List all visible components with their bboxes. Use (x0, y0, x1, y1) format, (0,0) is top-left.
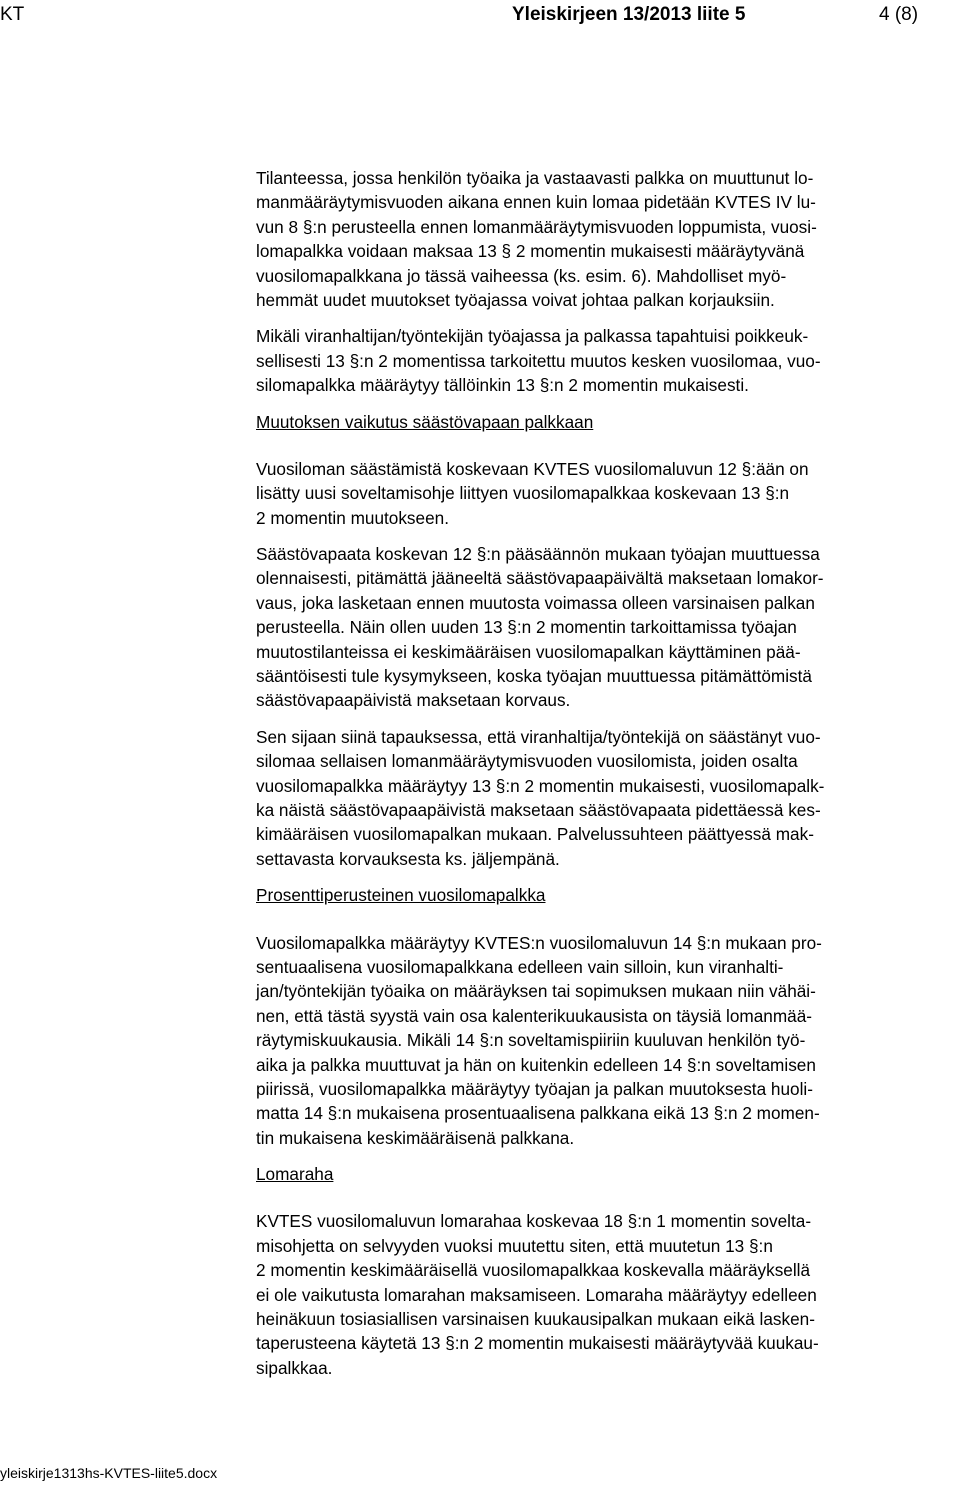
paragraph-line: Sen sijaan siinä tapauksessa, että viranhaltija/työntekijä on säästänyt vuo- (256, 726, 821, 747)
paragraph-line: lomapalkka voidaan maksaa 13 § 2 momentin mukaisesti määräytyvänä (256, 241, 805, 262)
paragraph-line: settavasta korvauksesta ks. jäljempänä. (256, 848, 560, 869)
paragraph-line: 2 momentin keskimääräisellä vuosilomapalkkaa koskevalla määräyksellä (256, 1260, 811, 1281)
paragraph-line: räytymiskuukausia. Mikäli 14 §:n soveltamispiiriin kuuluvan henkilön työ- (256, 1030, 806, 1051)
paragraph-line: lisätty uusi soveltamisohje liittyen vuosilomapalkkaa koskevaan 13 §:n (256, 483, 790, 504)
header-title: Yleiskirjeen 13/2013 liite 5 (512, 4, 746, 25)
paragraph-line: Säästövapaata koskevan 12 §:n pääsäännön mukaan työajan muuttuessa (256, 544, 820, 565)
page-number: 4 (8) (879, 4, 919, 25)
paragraph-line: matta 14 §:n mukaisena prosentuaalisena palkkana eikä 13 §:n 2 momen- (256, 1103, 820, 1124)
paragraph-line: vuosilomapalkka määräytyy 13 §:n 2 momentin mukaisesti, vuosilomapalk- (256, 775, 825, 796)
section-heading: Prosenttiperusteinen vuosilomapalkka (256, 885, 546, 906)
section-heading: Muutoksen vaikutus säästövapaan palkkaan (256, 411, 594, 432)
paragraph-line: silomaa sellaisen lomanmääräytymisvuoden vuosilomista, joiden osalta (256, 751, 798, 772)
paragraph (256, 931, 956, 1151)
paragraph-line: jan/työntekijän työaika on määräyksen tai sopimuksen mukaan niin vähäi- (256, 981, 816, 1002)
paragraph-line: vaus, joka lasketaan ennen muutosta voimassa olleen varsinaisen palkan (256, 592, 815, 613)
paragraph-line: tin mukaisena keskimääräisenä palkkana. (256, 1127, 575, 1148)
paragraph (256, 166, 956, 312)
paragraph-line: sääntöisesti tule kysymykseen, koska työajan muuttuessa pitämättömistä (256, 666, 812, 687)
header-abbreviation: KT (0, 4, 25, 25)
paragraph-line: vuosilomapalkkana jo tässä vaiheessa (ks. esim. 6). Mahdolliset myö- (256, 265, 787, 286)
paragraph (256, 542, 956, 713)
section-heading: Lomaraha (256, 1164, 334, 1185)
paragraph-line: misohjetta on selvyyden vuoksi muutettu siten, että muutetun 13 §:n (256, 1235, 773, 1256)
paragraph-line: 2 momentin muutokseen. (256, 507, 449, 528)
paragraph-line: Vuosiloman säästämistä koskevaan KVTES vuosilomaluvun 12 §:ään on (256, 458, 809, 479)
paragraph-line: taperusteena käytetä 13 §:n 2 momentin mukaisesti määräytyvää kuukau- (256, 1333, 819, 1354)
paragraph-line: ei ole vaikutusta lomarahan maksamiseen. Lomaraha määräytyy edelleen (256, 1284, 817, 1305)
paragraph-line: KVTES vuosilomaluvun lomarahaa koskevaa 18 §:n 1 momentin soveltа- (256, 1211, 812, 1232)
paragraph-line: vun 8 §:n perusteella ennen lomanmääräytymisvuoden loppumista, vuosi- (256, 216, 817, 237)
paragraph (256, 324, 956, 397)
paragraph (256, 725, 956, 871)
paragraph-line: sipalkkaa. (256, 1357, 333, 1378)
footer-filename: yleiskirje1313hs-KVTES-liite5.docx (0, 1465, 218, 1481)
document-body (256, 166, 956, 1392)
paragraph-line: sentuaalisena vuosilomapalkkana edelleen vain silloin, kun viranhalti- (256, 956, 784, 977)
paragraph-line: perusteella. Näin ollen uuden 13 §:n 2 momentin tarkoittamissa työajan (256, 617, 797, 638)
paragraph-line: sellisesti 13 §:n 2 momentissa tarkoitettu muutos kesken vuosilomaa, vuo- (256, 350, 821, 371)
paragraph-line: hemmät uudet muutokset työajassa voivat johtaa palkan korjauksiin. (256, 289, 775, 310)
paragraph-line: Tilanteessa, jossa henkilön työaika ja vastaavasti palkka on muuttunut lo- (256, 168, 814, 188)
page-header (0, 0, 960, 30)
paragraph-line: aika ja palkka muuttuvat ja hän on kuitenkin edelleen 14 §:n soveltamisen (256, 1054, 816, 1075)
paragraph-line: säästövapaapäivistä maksetaan korvaus. (256, 690, 571, 711)
paragraph-line: kimääräisen vuosilomapalkan mukaan. Palvelussuhteen päättyessä mak- (256, 824, 814, 845)
paragraph-line: Vuosilomapalkka määräytyy KVTES:n vuosilomaluvun 14 §:n mukaan pro- (256, 932, 822, 953)
paragraph-line: silomapalkka määräytyy tällöinkin 13 §:n 2 momentin mukaisesti. (256, 375, 749, 396)
paragraph (256, 1209, 956, 1380)
paragraph-line: olennaisesti, pitämättä jääneeltä säästövapaapäivältä maksetaan lomakor- (256, 568, 824, 589)
paragraph-line: manmääräytymisvuoden aikana ennen kuin lomaa pidetään KVTES IV lu- (256, 192, 816, 213)
paragraph (256, 457, 956, 530)
paragraph-line: nen, että tästä syystä vain osa kalenterikuukausista on täysiä lomanmää- (256, 1005, 813, 1026)
paragraph-line: ka näistä säästövapaapäivistä maksetaan säästövapaata pidettäessä kes- (256, 799, 821, 820)
paragraph-line: heinäkuun tosiasiallisen varsinaisen kuukausipalkan mukaan eikä lasken- (256, 1309, 815, 1330)
paragraph-line: Mikäli viranhaltijan/työntekijän työajassa ja palkassa tapahtuisi poikkeuk- (256, 326, 809, 347)
paragraph-line: muutostilanteissa ei keskimääräisen vuosilomapalkan käyttäminen pää- (256, 641, 801, 662)
paragraph-line: piirissä, vuosilomapalkka määräytyy työajan ja palkan muutoksesta huoli- (256, 1078, 813, 1099)
